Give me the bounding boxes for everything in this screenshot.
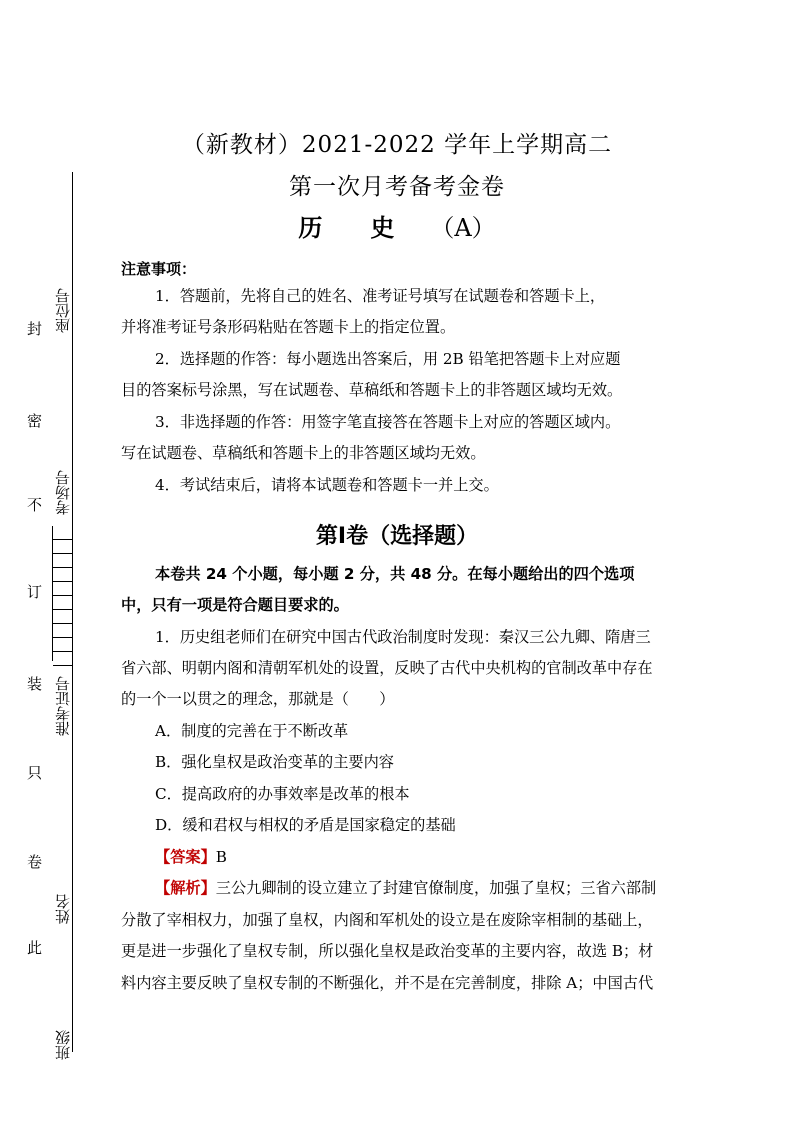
analysis-line: 分散了宰相权力，加强了皇权，内阁和军机处的设立是在废除宰相制的基础上， [121,911,653,929]
section-intro: 本卷共 24 个小题，每小题 2 分，共 48 分。在每小题给出的四个选项 [155,565,635,583]
option-b: B．强化皇权是政治变革的主要内容 [155,753,394,771]
analysis-first-line [121,873,715,904]
question-stem-line: 省六部、明朝内阁和清朝军机处的设置，反映了古代中央机构的官制改革中存在 [121,659,653,677]
seal-char: 封 [27,320,43,338]
seal-char: 此 [27,939,43,957]
notice-line: 写在试题卷、草稿纸和答题卡上的非答题区域均无效。 [121,444,486,462]
class-label: 班级 [54,1030,72,1060]
answer [121,842,715,873]
answer-label: 【答案】 [155,848,216,866]
subject-char-1: 历 [298,214,323,242]
analysis-label: 【解析】 [155,879,216,897]
analysis-line: 更是进一步强化了皇权专制，所以强化皇权是政治变革的主要内容，故选 B；材 [121,942,654,960]
subject-title [0,208,794,243]
question-stem-line: 的一个一以贯之的理念，那就是（ ） [121,690,395,708]
exam-room-label: 考场号 [54,470,72,515]
notice-line: 4．考试结束后，请将本试题卷和答题卡一并上交。 [155,476,499,494]
notice-line: 并将准考证号条形码粘贴在答题卡上的指定位置。 [121,318,456,336]
option-c: C．提高政府的办事效率是改革的根本 [155,785,410,803]
analysis-line: 料内容主要反映了皇权专制的不断强化，并不是在完善制度，排除 A；中国古代 [121,974,654,992]
section-title: 第Ⅰ卷（选择题） [315,524,479,549]
admission-number-label: 准考证号 [54,676,72,736]
notice-line: 1．答题前，先将自己的姓名、准考证号填写在试题卷和答题卡上， [155,287,606,305]
question-stem-line: 1．历史组老师们在研究中国古代政治制度时发现：秦汉三公九卿、隋唐三 [155,628,651,646]
exam-title-line2: 第一次月考备考金卷 [289,174,505,200]
analysis-text: 三公九卿制的设立建立了封建官僚制度，加强了皇权；三省六部制 [215,879,657,897]
answer-value: B [215,848,227,866]
subject-char-2: 史 [370,214,395,242]
seal-char: 卷 [27,853,43,871]
seal-char: 密 [27,412,43,430]
notice-line: 目的答案标号涂黑，写在试题卷、草稿纸和答题卡上的非答题区域均无效。 [121,381,623,399]
exam-title-line1: （新教材）2021-2022 学年上学期高二 [181,132,613,158]
notice-line: 3．非选择题的作答：用签字笔直接答在答题卡上对应的答题区域内。 [155,413,621,431]
seal-char: 只 [27,764,43,782]
subject-variant: （A） [430,214,496,242]
seal-char: 订 [27,583,43,601]
option-a: A．制度的完善在于不断改革 [155,722,349,740]
option-d: D．缓和君权与相权的矛盾是国家稳定的基础 [155,816,456,834]
seal-char: 装 [27,675,43,693]
seat-number-label: 座位号 [54,288,72,333]
name-label: 姓名 [54,894,72,924]
notice-line: 2．选择题的作答：每小题选出答案后，用 2B 铅笔把答题卡上对应题 [155,350,621,368]
seal-char: 不 [27,496,43,514]
number-grid [52,526,73,661]
notice-heading: 注意事项： [121,260,197,278]
section-intro: 中，只有一项是符合题目要求的。 [121,596,349,614]
